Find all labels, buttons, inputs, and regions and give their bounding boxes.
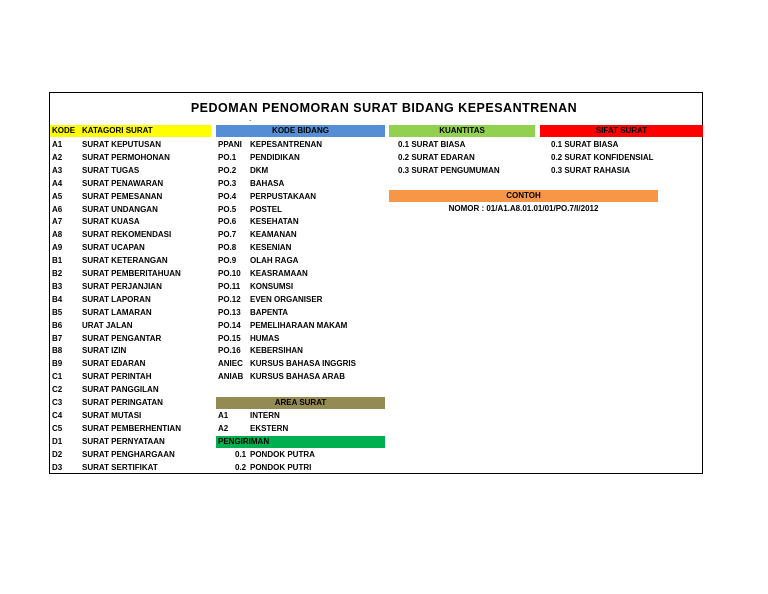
sifat-item: 0.1 SURAT BIASA xyxy=(551,140,619,149)
kuantitas-item: 0.2 SURAT EDARAN xyxy=(398,152,475,162)
kategori-code: D3 xyxy=(52,462,63,472)
bidang-code: PO.15 xyxy=(218,333,241,343)
area-label: INTERN xyxy=(250,411,280,420)
kategori-label: SURAT PEMBERITAHUAN xyxy=(82,269,181,278)
kategori-code: C5 xyxy=(52,423,63,433)
bidang-label: POSTEL xyxy=(250,204,283,214)
bidang-label: KEAMANAN xyxy=(250,230,297,240)
kategori-label: SURAT TUGAS xyxy=(82,165,140,175)
kategori-label: SURAT IZIN xyxy=(82,346,127,356)
kategori-code: C4 xyxy=(52,410,63,420)
kategori-code: A7 xyxy=(52,217,63,227)
bidang-code: PO.5 xyxy=(218,204,237,214)
kategori-label: SURAT PERINTAH xyxy=(82,372,152,382)
bidang-label: KURSUS BAHASA INGGRIS xyxy=(250,359,356,369)
bidang-label: BAHASA xyxy=(250,178,285,188)
kategori-label: SURAT PENGHARGAAN xyxy=(82,449,175,459)
kategori-label: SURAT PEMBERHENTIAN xyxy=(82,423,181,433)
stray-dot: . xyxy=(249,114,252,123)
kategori-label: SURAT PERINGATAN xyxy=(82,398,163,407)
sifat-item: 0.3 SURAT RAHASIA xyxy=(551,165,630,175)
sifat-item: 0.2 SURAT KONFIDENSIAL xyxy=(551,152,654,162)
pengiriman-header: PENGIRIMAN xyxy=(216,436,385,448)
area-code: A1 xyxy=(218,411,229,420)
kategori-code: B2 xyxy=(52,269,63,278)
sifat-surat-header: SIFAT SURAT xyxy=(540,125,703,137)
kategori-label: SURAT UNDANGAN xyxy=(82,204,158,214)
kategori-label: SURAT LAMARAN xyxy=(82,307,152,317)
contoh-header: CONTOH xyxy=(389,190,658,202)
kategori-code: D2 xyxy=(52,449,63,459)
pengiriman-code: 0.1 xyxy=(235,450,247,459)
bidang-label: DKM xyxy=(250,165,269,175)
contoh-value: NOMOR : 01/A1.A8.01.01/01/PO.7/I/2012 xyxy=(448,204,599,213)
kategori-label: SURAT UCAPAN xyxy=(82,243,145,253)
kategori-code: A5 xyxy=(52,191,63,201)
kategori-label: SURAT PENGANTAR xyxy=(82,333,162,343)
bidang-label: HUMAS xyxy=(250,333,280,343)
bidang-code: PO.11 xyxy=(218,281,241,291)
kategori-label: URAT JALAN xyxy=(82,320,133,330)
kategori-code: A9 xyxy=(52,243,63,253)
bidang-code: PO.9 xyxy=(218,256,237,266)
kategori-label: SURAT EDARAN xyxy=(82,359,146,369)
kategori-label: SURAT PANGGILAN xyxy=(82,385,159,395)
bidang-code: PO.16 xyxy=(218,346,241,356)
kategori-label: SURAT PERNYATAAN xyxy=(82,436,165,446)
bidang-code: ANIAB xyxy=(218,372,244,382)
bidang-label: BAPENTA xyxy=(250,307,289,317)
kategori-code: A4 xyxy=(52,178,63,188)
bidang-code: PO.3 xyxy=(218,178,237,188)
bidang-code: PO.8 xyxy=(218,243,237,253)
kategori-label: SURAT REKOMENDASI xyxy=(82,230,172,240)
kategori-label: SURAT SERTIFIKAT xyxy=(82,462,158,472)
bidang-label: KEASRAMAAN xyxy=(250,269,308,278)
pengiriman-label: PONDOK PUTRA xyxy=(250,450,315,459)
kuantitas-item: 0.3 SURAT PENGUMUMAN xyxy=(398,165,500,175)
kode-header: KODE xyxy=(52,126,76,135)
bidang-code: PO.6 xyxy=(218,217,237,227)
kategori-code: B7 xyxy=(52,333,63,343)
bidang-label: KESENIAN xyxy=(250,243,292,253)
bidang-label: KURSUS BAHASA ARAB xyxy=(250,372,345,382)
kategori-code: D1 xyxy=(52,436,63,446)
kategori-label: SURAT LAPORAN xyxy=(82,294,151,304)
pengiriman-code: 0.2 xyxy=(235,462,247,472)
kategori-code: B6 xyxy=(52,320,63,330)
bidang-code: PO.7 xyxy=(218,230,237,240)
kategori-code: B9 xyxy=(52,359,63,369)
kategori-code: A2 xyxy=(52,152,63,162)
bidang-code: PO.1 xyxy=(218,152,237,162)
bidang-code: PO.4 xyxy=(218,191,237,201)
bidang-code: PO.2 xyxy=(218,165,237,175)
kategori-header: KATAGORI SURAT xyxy=(82,126,153,135)
kategori-code: A8 xyxy=(52,230,63,240)
kategori-code: C2 xyxy=(52,385,63,395)
bidang-label: PERPUSTAKAAN xyxy=(250,191,317,201)
kategori-code: B8 xyxy=(52,346,63,356)
page-title: PEDOMAN PENOMORAN SURAT BIDANG KEPESANTRENAN xyxy=(190,101,578,115)
kategori-code: B5 xyxy=(52,307,63,317)
bidang-label: PEMELIHARAAN MAKAM xyxy=(250,320,348,330)
kategori-code: B1 xyxy=(52,256,63,266)
kategori-label: SURAT KETERANGAN xyxy=(82,256,168,266)
kuantitas-header: KUANTITAS xyxy=(389,125,535,137)
bidang-label: OLAH RAGA xyxy=(250,256,299,266)
bidang-code: PO.13 xyxy=(218,307,241,317)
kategori-code: A6 xyxy=(52,204,63,214)
kategori-label: SURAT KEPUTUSAN xyxy=(82,140,161,149)
bidang-label: KESEHATAN xyxy=(250,217,299,227)
bidang-label: EVEN ORGANISER xyxy=(250,294,323,304)
bidang-label: PENDIDIKAN xyxy=(250,152,300,162)
kategori-code: C1 xyxy=(52,372,63,382)
bidang-code: ANIEC xyxy=(218,359,243,369)
bidang-label: KEPESANTRENAN xyxy=(250,140,323,149)
kategori-label: SURAT PERMOHONAN xyxy=(82,152,170,162)
kategori-label: SURAT PERJANJIAN xyxy=(82,281,162,291)
kategori-code: A1 xyxy=(52,140,63,149)
kategori-code: A3 xyxy=(52,165,63,175)
kategori-code: C3 xyxy=(52,398,63,407)
bidang-code: PO.14 xyxy=(218,320,241,330)
bidang-code: PPANI xyxy=(218,140,242,149)
kategori-code: B4 xyxy=(52,294,63,304)
pengiriman-label: PONDOK PUTRI xyxy=(250,462,312,472)
bidang-code: PO.12 xyxy=(218,294,241,304)
kategori-label: SURAT MUTASI xyxy=(82,410,142,420)
kuantitas-item: 0.1 SURAT BIASA xyxy=(398,140,466,149)
bidang-label: KONSUMSI xyxy=(250,281,294,291)
kategori-label: SURAT PEMESANAN xyxy=(82,191,163,201)
bidang-code: PO.10 xyxy=(218,269,241,278)
kode-bidang-header: KODE BIDANG xyxy=(216,125,385,137)
kategori-label: SURAT KUASA xyxy=(82,217,140,227)
bidang-label: KEBERSIHAN xyxy=(250,346,303,356)
kategori-code: B3 xyxy=(52,281,63,291)
area-code: A2 xyxy=(218,423,229,433)
area-surat-header: AREA SURAT xyxy=(216,397,385,409)
area-label: EKSTERN xyxy=(250,423,289,433)
kategori-label: SURAT PENAWARAN xyxy=(82,178,164,188)
